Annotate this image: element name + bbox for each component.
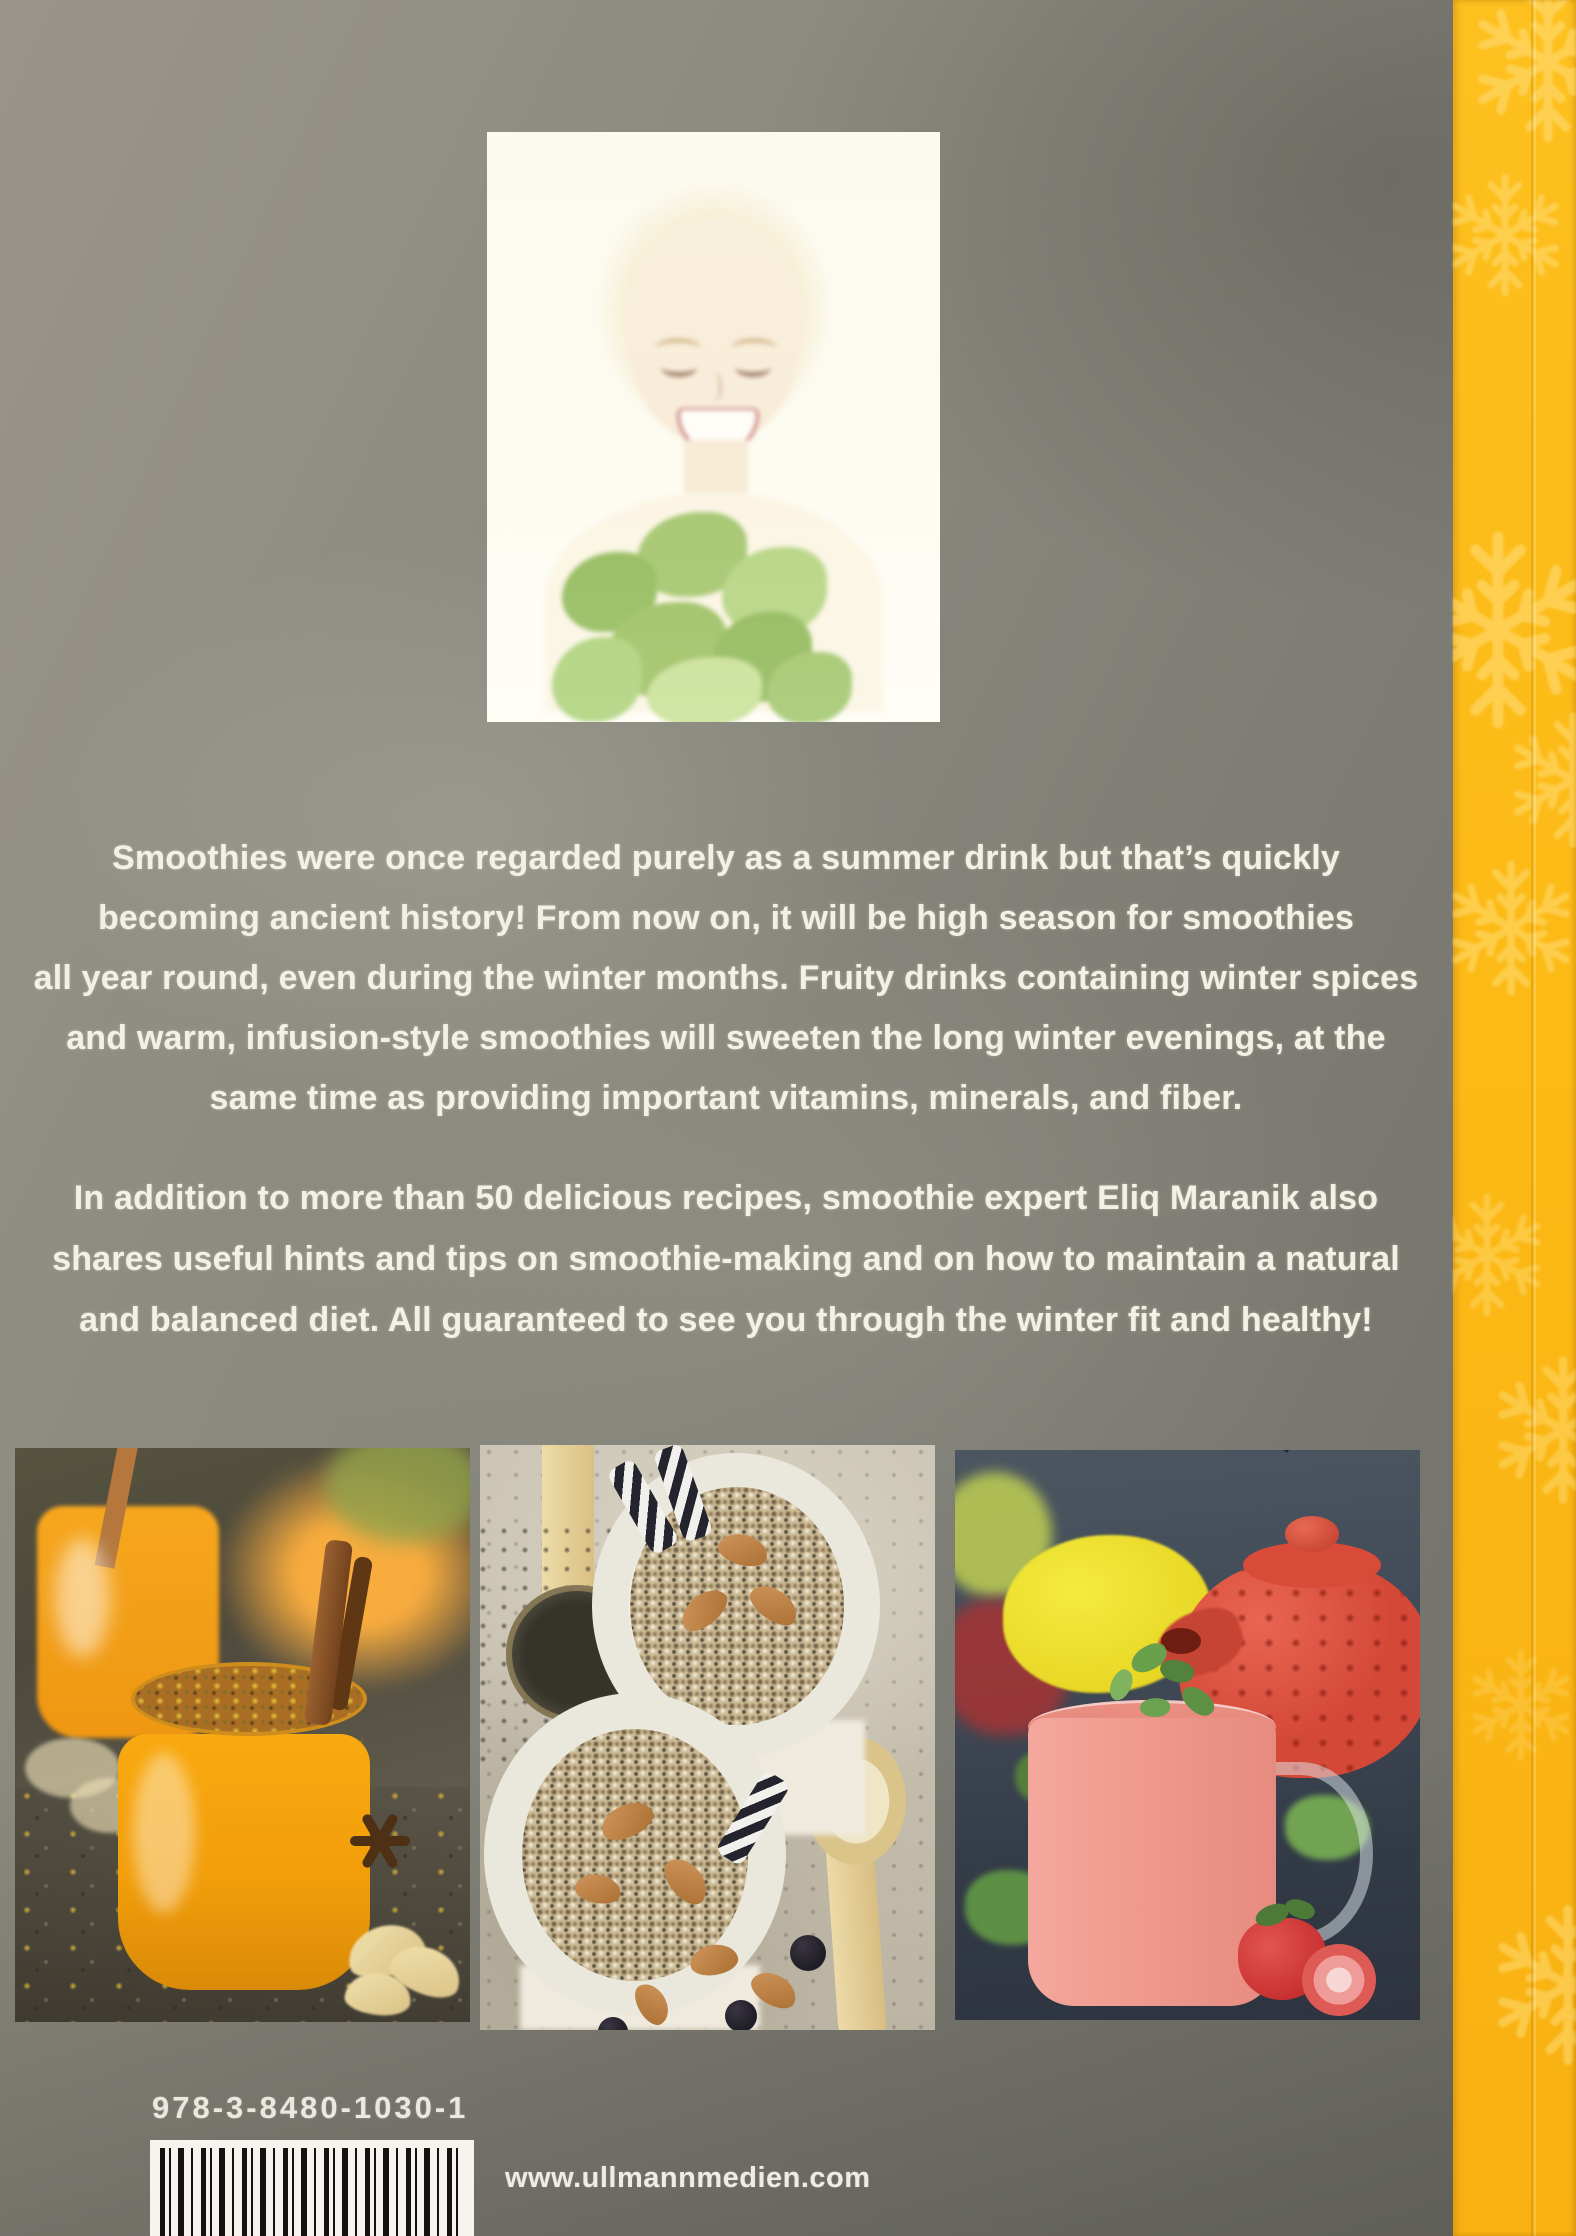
granola-topping [522, 1729, 748, 1981]
back-jar-highlight [55, 1538, 110, 1658]
spine-strip [1453, 0, 1576, 2236]
teapot-knob [1285, 1516, 1339, 1552]
blurb-line: all year round, even during the winter months. Fruity drinks containing winter spices [33, 959, 1419, 997]
dark-berry [790, 1935, 826, 1971]
spine-crease-highlight [1534, 0, 1536, 2236]
blurb-paragraph-1 [16, 828, 1436, 1128]
blurb-line: In addition to more than 50 delicious recipes, smoothie expert Eliq Maranik also [73, 1179, 1379, 1217]
blurb-line: same time as providing important vitamins, minerals, and fiber. [209, 1079, 1243, 1117]
blurb-line: and warm, infusion-style smoothies will sweeten the long winter evenings, at the [66, 1019, 1386, 1057]
white-smoothie-photo [480, 1445, 935, 2030]
blurb-line: shares useful hints and tips on smoothie-making and on how to maintain a natural [52, 1240, 1400, 1278]
isbn-number: 978-3-8480-1030-1 [152, 2090, 469, 2125]
star-anise [350, 1836, 410, 1846]
blurb-line: Smoothies were once regarded purely as a summer drink but that’s quickly [111, 839, 1341, 877]
orange-smoothie-photo [15, 1448, 470, 2022]
barcode [150, 2140, 474, 2236]
blurb-line: and balanced diet. All guaranteed to see you through the winter fit and healthy! [79, 1301, 1373, 1339]
spine-crease [1531, 0, 1533, 2236]
barcode-bars [160, 2148, 462, 2236]
author-portrait-photo [487, 132, 940, 722]
blurb-line: becoming ancient history! From now on, it will be high season for smoothies [97, 899, 1355, 937]
blurb-paragraph-2 [16, 1168, 1436, 1351]
pink-smoothie-photo [955, 1450, 1420, 2020]
photo-overexposure-wash [487, 132, 940, 722]
front-jar-highlight [133, 1753, 195, 1913]
strawberry-slice [1302, 1944, 1376, 2016]
dark-berry [725, 2000, 757, 2030]
teapot-spout-opening [1161, 1628, 1201, 1654]
snowflake-pattern [1453, 0, 1576, 2236]
publisher-website: www.ullmannmedien.com [505, 2162, 871, 2194]
